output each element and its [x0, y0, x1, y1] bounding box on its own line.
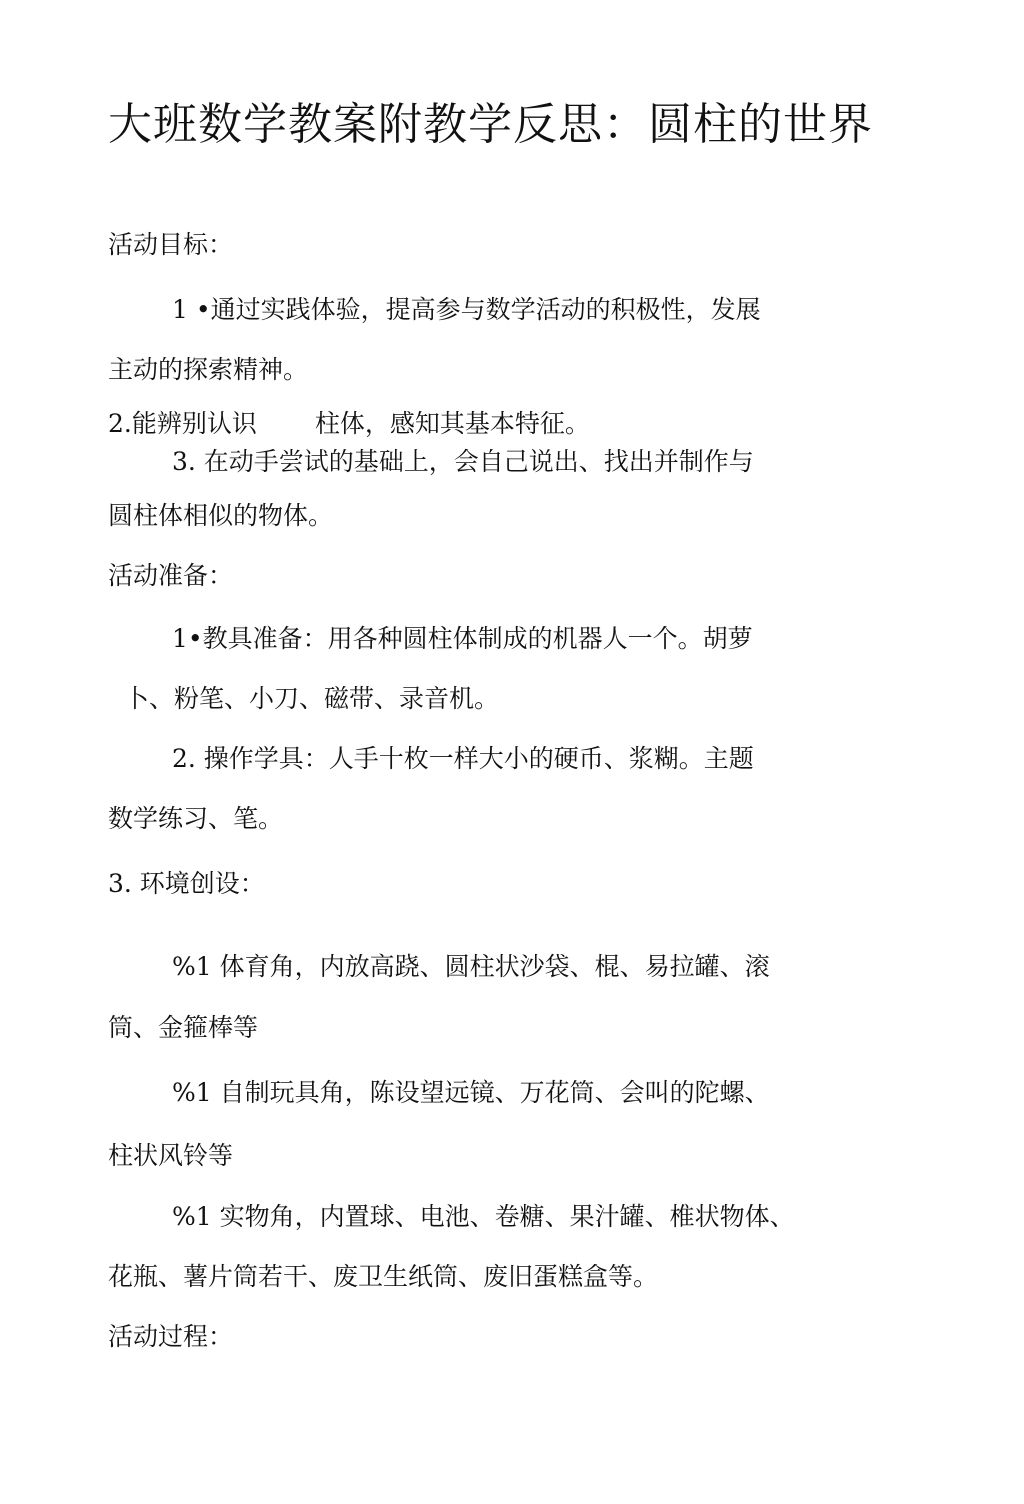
objective-3-line-2: 圆柱体相似的物体。 [108, 501, 334, 530]
preparation-1-line-1: 1•教具准备：用各种圆柱体制成的机器人一个。胡萝 [172, 624, 753, 653]
objective-2-part-1: 2.能辨别认识 [108, 409, 257, 438]
preparation-2-line-1: 2. 操作学具：人手十枚一样大小的硬币、浆糊。主题 [172, 744, 754, 773]
preparation-2-line-2: 数学练习、笔。 [108, 804, 284, 833]
objective-2 [108, 411, 590, 436]
process-heading: 活动过程： [108, 1322, 234, 1351]
environment-3-line-2: 花瓶、薯片筒若干、废卫生纸筒、废旧蛋糕盒等。 [108, 1262, 659, 1291]
document-title: 大班数学教案附教学反思：圆柱的世界 [108, 99, 873, 150]
objective-3-line-1: 3. 在动手尝试的基础上，会自己说出、找出并制作与 [172, 447, 754, 476]
preparation-1-line-2: 卜、粉笔、小刀、磁带、录音机。 [124, 684, 500, 713]
environment-3-line-1: %1 实物角，内置球、电池、卷糖、果汁罐、椎状物体、 [172, 1202, 795, 1231]
preparation-heading: 活动准备： [108, 561, 234, 590]
objective-1-line-1: 1 •通过实践体验，提高参与数学活动的积极性，发展 [172, 295, 761, 324]
environment-2-line-2: 柱状风铃等 [108, 1141, 234, 1170]
preparation-3: 3. 环境创设： [108, 869, 265, 898]
objective-1-line-2: 主动的探索精神。 [108, 355, 309, 384]
environment-1-line-1: %1 体育角，内放高跷、圆柱状沙袋、棍、易拉罐、滚 [172, 952, 770, 981]
environment-2-line-1: %1 自制玩具角，陈设望远镜、万花筒、会叫的陀螺、 [172, 1078, 770, 1107]
objective-2-part-2: 柱体，感知其基本特征。 [314, 409, 590, 438]
environment-1-line-2: 筒、金箍棒等 [108, 1013, 259, 1042]
objectives-heading: 活动目标： [108, 230, 234, 259]
